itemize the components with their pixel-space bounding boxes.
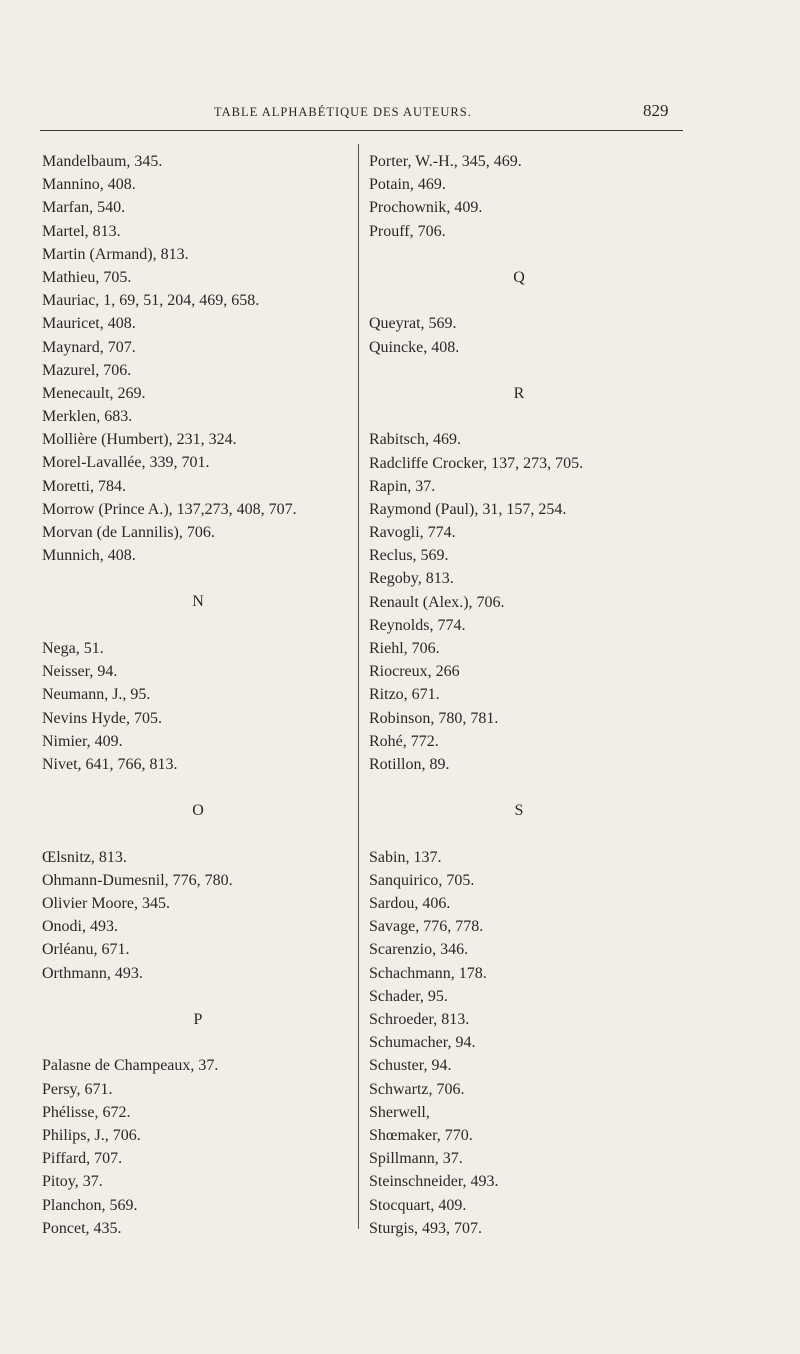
author-entry: Pitoy, 37. (42, 1173, 103, 1191)
author-entry: Planchon, 569. (42, 1196, 138, 1214)
author-entry: Ritzo, 671. (369, 686, 440, 704)
left-column (42, 150, 357, 1240)
author-entry: Onodi, 493. (42, 918, 118, 936)
author-entry: Orléanu, 671. (42, 941, 130, 959)
author-entry: Neumann, J., 95. (42, 686, 151, 704)
section-letter: R (513, 384, 525, 402)
author-entry: Maynard, 707. (42, 338, 136, 356)
author-entry: Schader, 95. (369, 987, 448, 1005)
author-entry: Nevins Hyde, 705. (42, 709, 162, 727)
author-entry: Quincke, 408. (369, 338, 460, 356)
author-entry: Sanquirico, 705. (369, 871, 475, 889)
author-entry: Sturgis, 493, 707. (369, 1219, 483, 1237)
author-entry: Renault (Alex.), 706. (369, 593, 505, 611)
author-entry: Stocquart, 409. (369, 1196, 467, 1214)
author-entry: Riehl, 706. (369, 640, 440, 657)
author-entry: Mathieu, 705. (42, 268, 132, 286)
author-entry: Prouff, 706. (369, 222, 446, 240)
author-entry: Merklen, 683. (42, 408, 133, 426)
right-column (369, 150, 699, 1240)
author-entry: Munnich, 408. (42, 547, 136, 565)
author-entry: Scarenzio, 346. (369, 941, 469, 959)
section-letter: O (192, 802, 204, 820)
author-entry: Schachmann, 178. (369, 964, 487, 982)
author-entry: Phélisse, 672. (42, 1103, 131, 1121)
author-entry: Ohmann-Dumesnil, 776, 780. (42, 871, 233, 889)
author-entry: Schwartz, 706. (369, 1080, 465, 1098)
author-entry: Reclus, 569. (369, 547, 449, 565)
author-entry: Riocreux, 266 (369, 663, 460, 681)
page-header (0, 101, 800, 123)
author-entry: Neisser, 94. (42, 663, 118, 681)
author-entry: Mollière (Humbert), 231, 324. (42, 431, 237, 449)
author-entry: Regoby, 813. (369, 570, 454, 588)
author-entry: Rohé, 772. (369, 732, 439, 750)
author-entry: Savage, 776, 778. (369, 918, 484, 936)
author-entry: Palasne de Champeaux, 37. (42, 1057, 219, 1075)
author-entry: Morel-Lavallée, 339, 701. (42, 454, 210, 472)
author-entry: Nivet, 641, 766, 813. (42, 755, 178, 773)
column-divider (358, 144, 359, 1229)
author-entry: Œlsnitz, 813. (42, 848, 127, 866)
running-title: TABLE ALPHABÉTIQUE DES AUTEURS. (214, 105, 472, 119)
section-letter: P (193, 1010, 203, 1028)
author-entry: Robinson, 780, 781. (369, 709, 499, 727)
author-entry: Rapin, 37. (369, 477, 436, 495)
author-entry: Morvan (de Lannilis), 706. (42, 524, 215, 541)
author-entry: Martin (Armand), 813. (42, 245, 189, 263)
author-entry: Rabitsch, 469. (369, 431, 461, 449)
author-entry: Mauriac, 1, 69, 51, 204, 469, 658. (42, 292, 260, 310)
author-entry: Menecault, 269. (42, 384, 146, 402)
author-entry: Poncet, 435. (42, 1219, 122, 1237)
author-entry: Moretti, 784. (42, 477, 126, 495)
author-entry: Ravogli, 774. (369, 524, 456, 542)
author-entry: Schroeder, 813. (369, 1011, 470, 1029)
author-entry: Prochownik, 409. (369, 199, 483, 217)
author-entry: Martel, 813. (42, 222, 121, 240)
author-entry: Marfan, 540. (42, 199, 126, 217)
author-entry: Shœmaker, 770. (369, 1126, 473, 1144)
author-entry: Sabin, 137. (369, 848, 442, 866)
author-entry: Sherwell, (369, 1103, 430, 1121)
author-entry: Morrow (Prince A.), 137,273, 408, 707. (42, 500, 297, 518)
author-entry: Mannino, 408. (42, 176, 136, 194)
page-number: 829 (643, 101, 669, 120)
author-entry: Mandelbaum, 345. (42, 153, 163, 170)
author-entry: Potain, 469. (369, 176, 446, 194)
author-entry: Porter, W.-H., 345, 469. (369, 153, 522, 170)
author-entry: Nega, 51. (42, 639, 104, 657)
author-entry: Olivier Moore, 345. (42, 895, 170, 913)
author-entry: Radcliffe Crocker, 137, 273, 705. (369, 454, 584, 472)
section-letter: N (192, 593, 204, 611)
author-entry: Nimier, 409. (42, 732, 123, 750)
author-entry: Piffard, 707. (42, 1150, 123, 1168)
section-letter: Q (513, 268, 525, 286)
author-entry: Mazurel, 706. (42, 361, 132, 379)
author-entry: Orthmann, 493. (42, 964, 143, 982)
author-entry: Sardou, 406. (369, 895, 451, 913)
author-entry: Mauricet, 408. (42, 315, 136, 333)
author-entry: Persy, 671. (42, 1080, 113, 1098)
author-entry: Reynolds, 774. (369, 616, 466, 634)
author-entry: Spillmann, 37. (369, 1150, 463, 1168)
author-entry: Philips, J., 706. (42, 1126, 141, 1144)
section-letter: S (514, 802, 524, 820)
author-entry: Rotillon, 89. (369, 755, 450, 773)
header-rule (40, 130, 683, 131)
author-entry: Raymond (Paul), 31, 157, 254. (369, 500, 567, 518)
author-entry: Queyrat, 569. (369, 315, 457, 333)
author-entry: Schumacher, 94. (369, 1034, 476, 1052)
author-entry: Schuster, 94. (369, 1057, 452, 1075)
author-entry: Steinschneider, 493. (369, 1173, 499, 1191)
